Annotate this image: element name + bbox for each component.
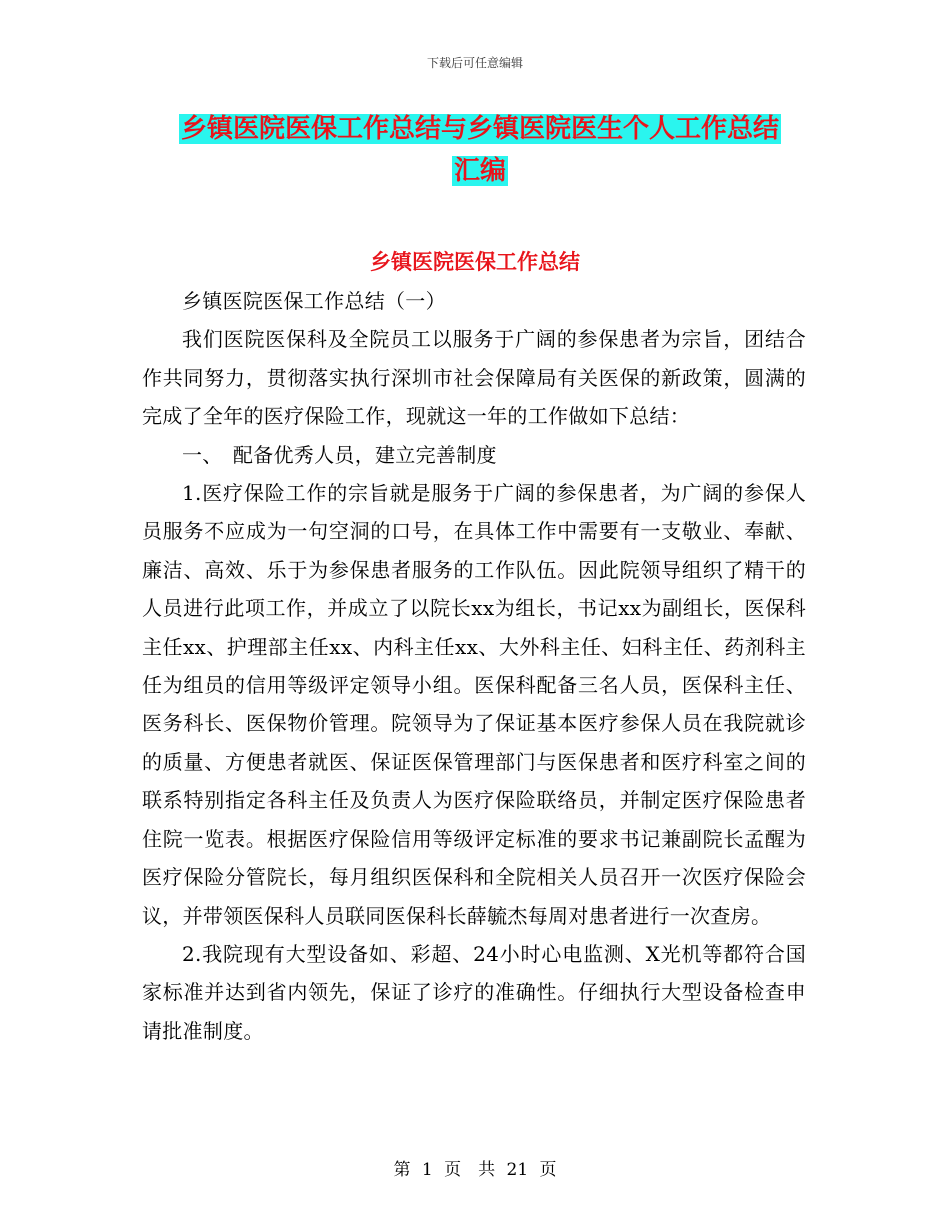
section-title: 乡镇医院医保工作总结 bbox=[370, 249, 580, 274]
footer-total-pages: 21 bbox=[506, 1160, 529, 1180]
header-note: 下载后可任意编辑 bbox=[426, 56, 523, 70]
footer-mid: 页 共 bbox=[444, 1160, 496, 1180]
paragraph-item-1: 1.医疗保险工作的宗旨就是服务于广阔的参保患者，为广阔的参保人员服务不应成为一句空洞的口号，在具体工作中需要有一支敬业、奉献、廉洁、高效、乐于为参保患者服务的工作队伍。因此院领导组织了精干的人员进行此项工作，并成立了以院长xx为组长，书记xx为副组长，医保科主任xx、护理部主任xx、内科主任xx、大外科主任、妇科主任、药剂科主任为组员的信用等级评定领导小组。医保科配备三名人员，医保科主任、医务科长、医保物价管理。院领导为了保证基本医疗参保人员在我院就诊的质量、方便患者就医、保证医保管理部门与医保患者和医疗科室之间的联系特别指定各科主任及负责人为医疗保险联络员，并制定医疗保险患者住院一览表。根据医疗保险信用等级评定标准的要求书记兼副院长孟醒为医疗保险分管院长，每月组织医保科和全院相关人员召开一次医疗保险会议，并带领医保科人员联同医保科长薛毓杰每周对患者进行一次查房。 bbox=[142, 481, 806, 928]
document-body bbox=[142, 282, 806, 1050]
paragraph-heading-1: 一、 配备优秀人员，建立完善制度 bbox=[182, 442, 497, 467]
footer-suffix: 页 bbox=[539, 1160, 557, 1180]
footer-prefix: 第 bbox=[393, 1160, 411, 1180]
paragraph-intro: 我们医院医保科及全院员工以服务于广阔的参保患者为宗旨，团结合作共同努力，贯彻落实执行深圳市社会保障局有关医保的新政策，圆满的完成了全年的医疗保险工作，现就这一年的工作做如下总结： bbox=[142, 327, 806, 429]
paragraph-subtitle: 乡镇医院医保工作总结（一） bbox=[182, 289, 446, 313]
footer-page-number: 1 bbox=[421, 1160, 433, 1180]
page-footer bbox=[0, 1155, 950, 1180]
document-title-line-2: 汇编 bbox=[453, 156, 506, 186]
paragraph-item-2: 2.我院现有大型设备如、彩超、24小时心电监测、X光机等都符合国家标准并达到省内领先，保证了诊疗的准确性。仔细执行大型设备检查申请批准制度。 bbox=[142, 941, 806, 1043]
document-title-line-1: 乡镇医院医保工作总结与乡镇医院医生个人工作总结 bbox=[180, 114, 779, 144]
document-title bbox=[140, 108, 820, 192]
